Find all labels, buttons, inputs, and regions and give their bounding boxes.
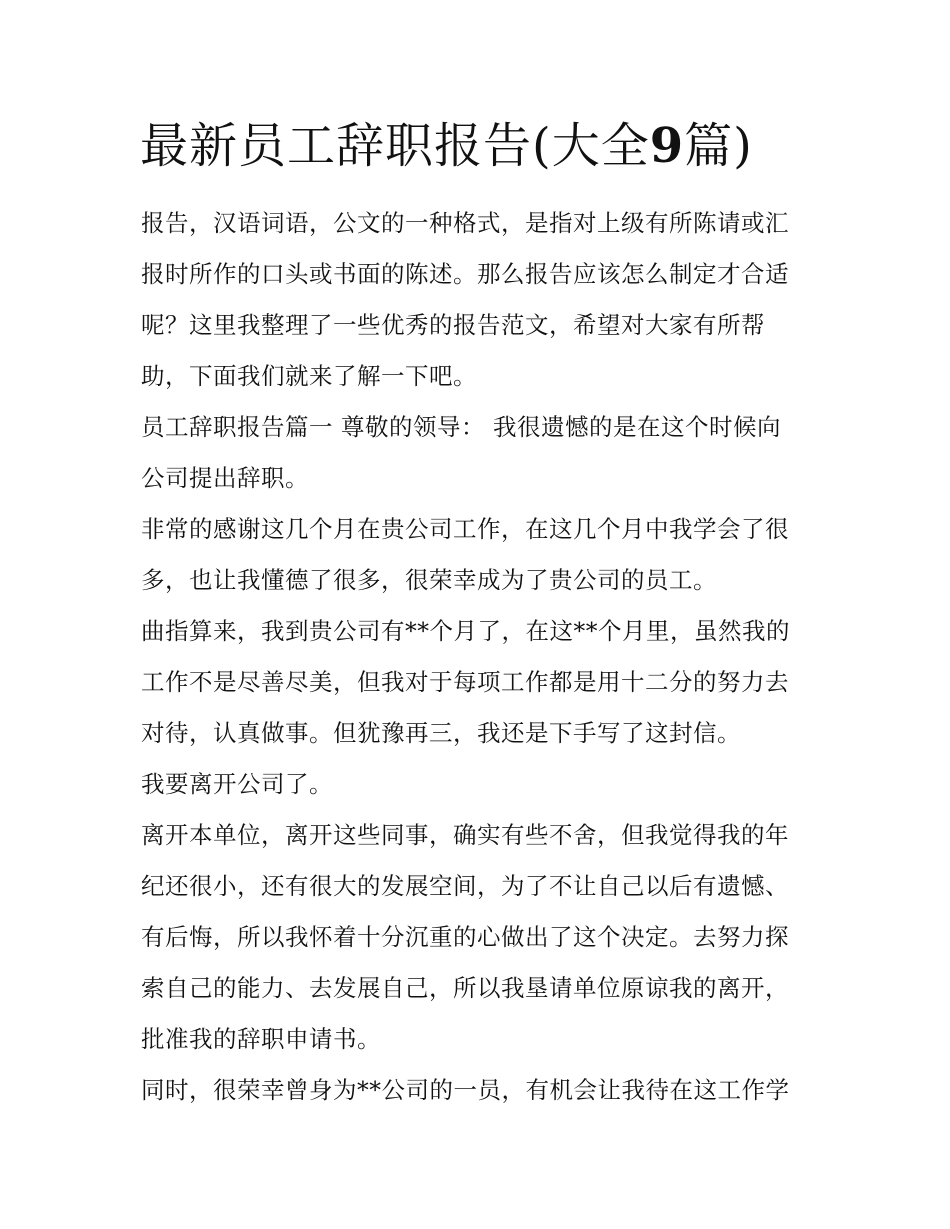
title-suffix: 篇) — [684, 118, 753, 174]
title-number: 9 — [649, 118, 685, 174]
title-text: 最新员工辞职报告(大全 — [140, 118, 650, 174]
text-line: 同时，很荣幸曾身为**公司的一员，有机会让我待在这工作学 — [141, 1076, 790, 1104]
text-line: 曲指算来，我到贵公司有**个月了，在这**个月里，虽然我的 — [141, 617, 790, 645]
text-line: 我要离开公司了。 — [141, 770, 333, 798]
text-line: 对待，认真做事。但犹豫再三，我还是下手写了这封信。 — [141, 719, 741, 747]
text-line: 呢？这里我整理了一些优秀的报告范文，希望对大家有所帮 — [141, 311, 765, 339]
text-line: 报告，汉语词语，公文的一种格式，是指对上级有所陈请或汇 — [141, 209, 789, 237]
document-body — [141, 198, 831, 1116]
text-line: 员工辞职报告篇一 尊敬的领导： 我很遗憾的是在这个时候向 — [141, 413, 781, 441]
text-line: 助，下面我们就来了解一下吧。 — [141, 362, 477, 390]
text-line: 多，也让我懂德了很多，很荣幸成为了贵公司的员工。 — [141, 566, 717, 594]
text-line: 离开本单位，离开这些同事，确实有些不舍，但我觉得我的年 — [141, 821, 789, 849]
text-line: 报时所作的口头或书面的陈述。那么报告应该怎么制定才合适 — [141, 260, 789, 288]
text-line: 批准我的辞职申请书。 — [141, 1025, 381, 1053]
text-line: 非常的感谢这几个月在贵公司工作，在这几个月中我学会了很 — [141, 515, 789, 543]
text-line: 有后悔，所以我怀着十分沉重的心做出了这个决定。去努力探 — [141, 923, 789, 951]
text-line: 索自己的能力、去发展自己，所以我垦请单位原谅我的离开， — [141, 974, 789, 1002]
text-line: 工作不是尽善尽美，但我对于每项工作都是用十二分的努力去 — [141, 668, 789, 696]
document-title — [140, 112, 753, 180]
text-line: 纪还很小，还有很大的发展空间，为了不让自己以后有遗憾、 — [141, 872, 789, 900]
text-line: 公司提出辞职。 — [141, 464, 309, 492]
